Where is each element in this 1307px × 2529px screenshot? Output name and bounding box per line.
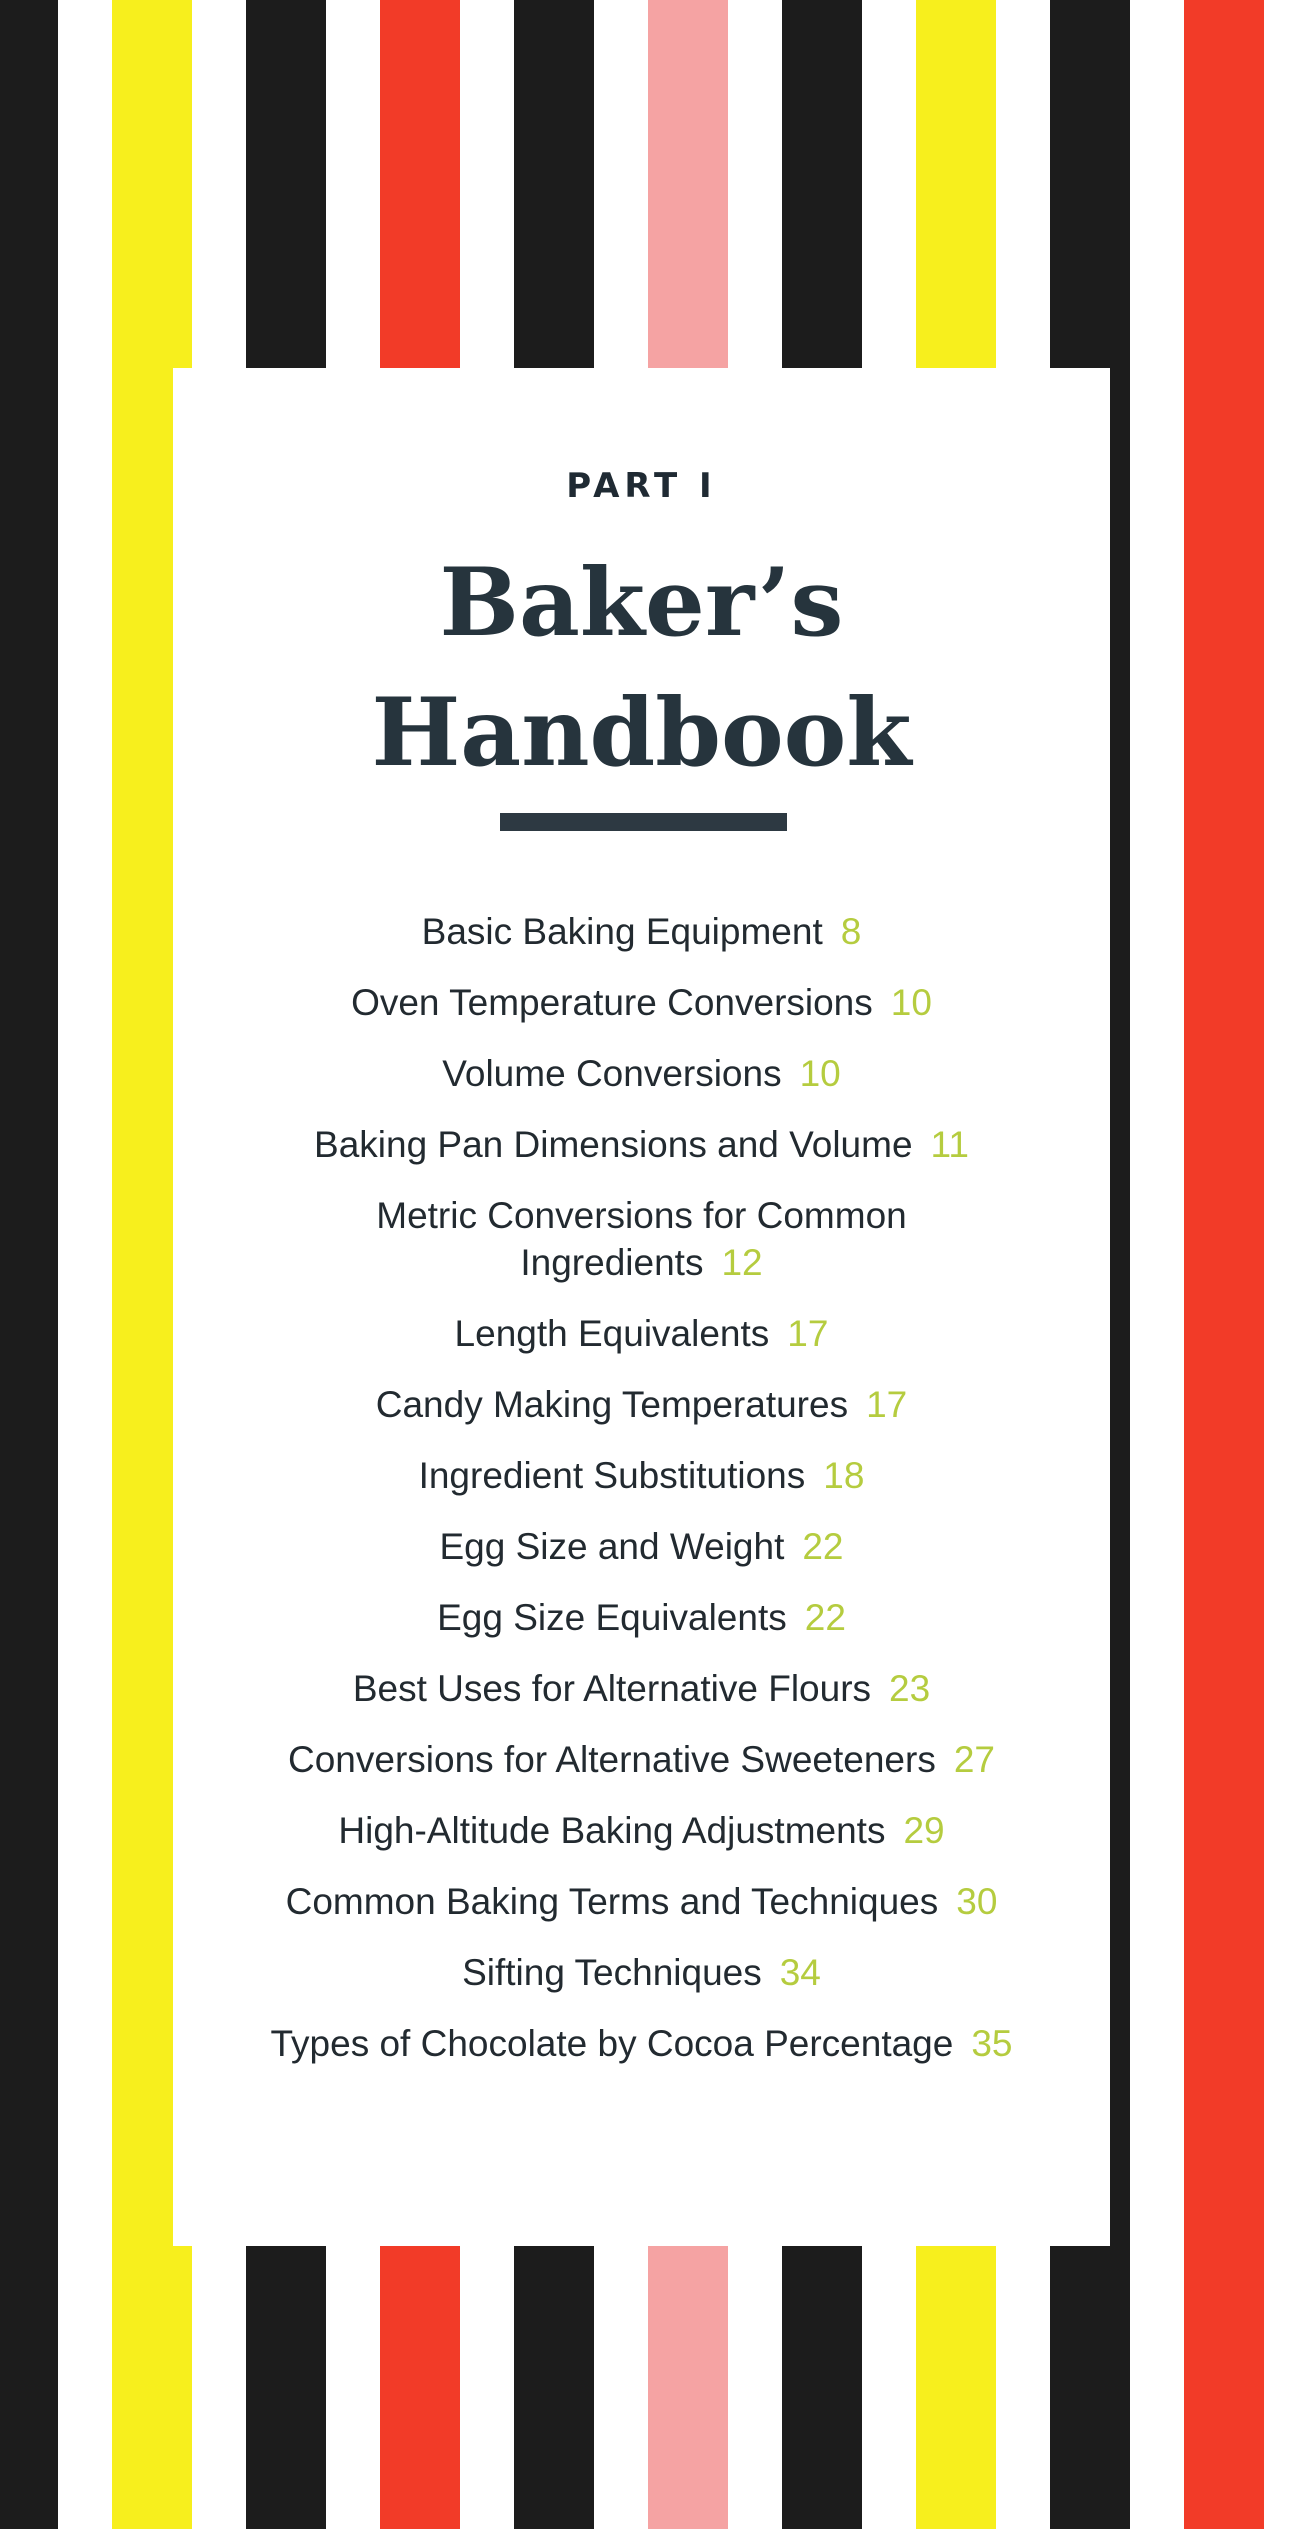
toc-page-number: 30	[956, 1881, 998, 1922]
toc-page-number: 35	[971, 2023, 1013, 2064]
stripe-red	[1184, 0, 1264, 2529]
toc-title: Volume Conversions	[442, 1053, 782, 1094]
stripe-black	[0, 0, 58, 2529]
toc-item[interactable]	[173, 1594, 1110, 1641]
toc-item[interactable]	[173, 1949, 1110, 1996]
toc-page-number: 10	[890, 982, 932, 1023]
toc-item[interactable]	[173, 1121, 1110, 1168]
title-divider	[500, 813, 787, 831]
toc-title: Best Uses for Alternative Flours	[352, 1668, 872, 1709]
toc-page-number: 18	[823, 1455, 865, 1496]
toc-item[interactable]	[173, 908, 1110, 955]
title-line-1: Baker’s	[439, 548, 844, 658]
toc-item[interactable]	[173, 1736, 1110, 1783]
table-of-contents	[173, 908, 1110, 2091]
toc-page-number: 8	[840, 911, 862, 952]
toc-page-number: 12	[721, 1242, 763, 1283]
toc-page-number: 23	[889, 1668, 931, 1709]
toc-title: Oven Temperature Conversions	[351, 982, 873, 1023]
toc-title: Basic Baking Equipment	[421, 911, 823, 952]
toc-item[interactable]	[173, 1050, 1110, 1097]
toc-item[interactable]	[173, 1523, 1110, 1570]
toc-title: Metric Conversions for Common Ingredients	[376, 1195, 907, 1283]
toc-title: Sifting Techniques	[462, 1952, 762, 1993]
toc-title: Egg Size and Weight	[439, 1526, 785, 1567]
toc-page-number: 22	[802, 1526, 844, 1567]
toc-item[interactable]	[173, 1665, 1110, 1712]
toc-item[interactable]	[173, 1310, 1110, 1357]
toc-page-number: 10	[799, 1053, 841, 1094]
toc-page-number: 34	[779, 1952, 821, 1993]
toc-item[interactable]	[173, 979, 1110, 1026]
toc-title: Egg Size Equivalents	[437, 1597, 787, 1638]
toc-page-number: 17	[787, 1313, 829, 1354]
toc-title: Ingredient Substitutions	[418, 1455, 806, 1496]
toc-page-number: 27	[953, 1739, 995, 1780]
toc-item[interactable]	[173, 1192, 1110, 1286]
toc-title: Conversions for Alternative Sweeteners	[288, 1739, 936, 1780]
toc-item[interactable]	[173, 1878, 1110, 1925]
toc-item[interactable]	[173, 1381, 1110, 1428]
toc-item[interactable]	[173, 2020, 1110, 2067]
toc-title: Common Baking Terms and Techniques	[285, 1881, 939, 1922]
part-label: PART I	[566, 466, 717, 506]
title-line-2: Handbook	[371, 678, 912, 788]
toc-item[interactable]	[173, 1807, 1110, 1854]
toc-title: High-Altitude Baking Adjustments	[338, 1810, 886, 1851]
contents-panel	[173, 368, 1110, 2246]
toc-page-number: 11	[930, 1124, 969, 1165]
toc-title: Length Equivalents	[454, 1313, 770, 1354]
toc-page-number: 17	[866, 1384, 908, 1425]
toc-page-number: 29	[903, 1810, 945, 1851]
toc-page-number: 22	[804, 1597, 846, 1638]
toc-title: Types of Chocolate by Cocoa Percentage	[270, 2023, 954, 2064]
toc-item[interactable]	[173, 1452, 1110, 1499]
page-title	[173, 538, 1110, 798]
toc-title: Candy Making Temperatures	[375, 1384, 849, 1425]
toc-title: Baking Pan Dimensions and Volume	[314, 1124, 913, 1165]
